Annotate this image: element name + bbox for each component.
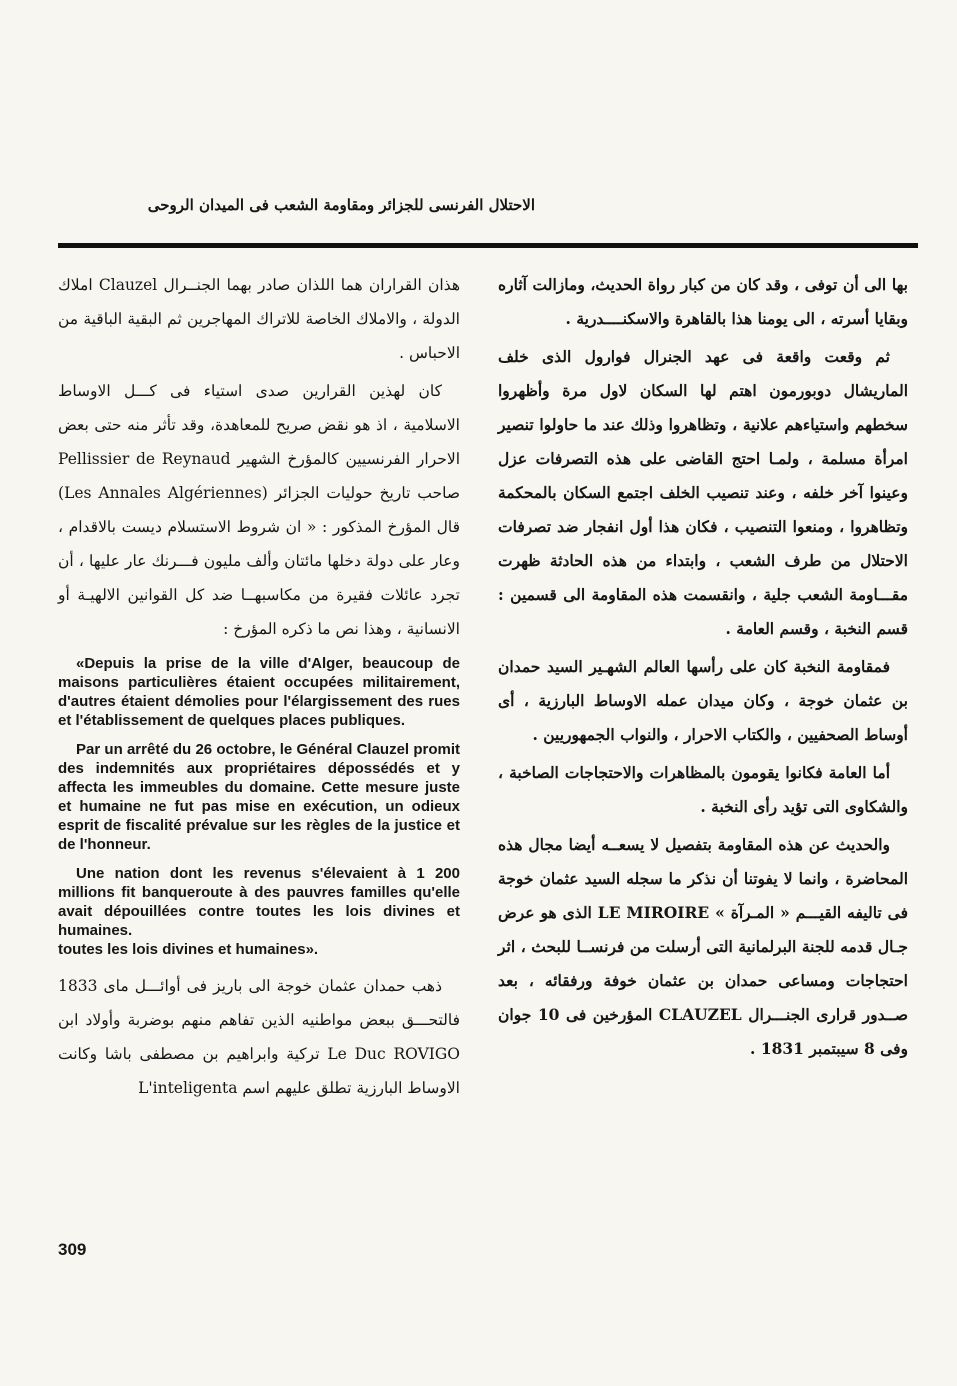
right-paragraph-5: والحديث عن هذه المقاومة بتفصيل لا يسعــه أيضا مجال هذه المحاضرة ، وانما لا يفوتنا أن نذكر ما سجله السيد عثمان خوجة فى تاليفه القيـــم « المـرآة » LE MIROIRE الذى هو عرض جـال قدمه للجنة البرلمانية التى أرسلت من فرنســا للبحث ، اثر احتجاجات ومساعى حمدان بن عثمان خوفة ورفقائه ، بعد صــدور قرارى الجنـــرال CLAUZEL المؤرخين فى 10 جوان وفى 8 سيبتمبر 1831 . [498, 835, 908, 1058]
french-quote-paragraph-3: Une nation dont les revenus s'élevaient à 1 200 millions fit banqueroute à des pauvres familles qu'elle avait dépouillées contre toutes les lois divines et humaines. [58, 865, 460, 939]
header-rule [58, 243, 918, 248]
running-header-title: الاحتلال الفرنسى للجزائر ومقاومة الشعب فى الميدان الروحى [147, 196, 535, 214]
left-closing-paragraph: ذهب حمدان عثمان خوجة الى باريز فى أوائـــل ماى 1833 فالتحـــق ببعض مواطنيه الذين تفاهم منهم بوضربة وأولاد ابن Le Duc ROVIGO تركية وابراهيم بن مصطفى باشا وكانت الاوساط البارزية تطلق عليهم اسم L'inteligenta [58, 977, 461, 1097]
french-quote-paragraph-2: Par un arrêté du 26 octobre, le Général Clauzel promit des indemnités aux propriétaires dépossédés et y affecta les immeubles du domaine. Cette mesure juste et humaine ne fut pas mise en exécution, un odieux esprit de fiscalité prévalue sur les règles de la justice et de l'honneur. [58, 741, 460, 853]
right-paragraph-1: بها الى أن توفى ، وقد كان من كبار رواة الحديث، ومازالت آثاره وبقايا أسرته ، الى يومنا هذا بالقاهرة والاسكنــــدرية . [498, 275, 908, 328]
right-paragraph-2: ثم وقعت واقعة فى عهد الجنرال فوارول الذى خلف الماريشال دوبورمون اهتم لها السكان لاول مرة وأظهروا سخطهم واستياءهم علانية ، وتظاهروا وذلك عند ما حاولوا تنصير امرأة مسلمة ، ولمـا احتج القاضى على هذه التصرفات عزل وعينوا آخر خلفه ، وعند تنصيب الخلف اجتمع السكان بالمحكمة وتظاهروا ، ومنعوا التنصيب ، فكان هذا أول انفجار ضد تصرفات الاحتلال من طرف الشعب ، وابتداء من هذه الحادثة ظهرت مقـــاومة الشعب جلية ، وانقسمت هذه المقاومة الى قسمين : قسم النخبة ، وقسم العامة . [498, 347, 908, 638]
left-paragraph-2: كان لهذين القرارين صدى استياء فى كـــل الاوساط الاسلامية ، اذ هو نقض صريح للمعاهدة، وقد تأثر منه حتى بعض الاحرار الفرنسيين كالمؤرخ الشهير Pellissier de Reynaud صاحب تاريخ حوليات الجزائر (Les Annales Algériennes) قال المؤرخ المذكور : « ان شروط الاستسلام ديست بالاقدام ، وعار على دولة دخلها مائتان وألف مليون فـــرنك عار عليها ، أن تجرد عائلات فقيرة من مكاسبهــا ضد كل القوانين الالهيـة أو الانسانية ، وهذا نص ما ذكره المؤرخ : [58, 382, 461, 638]
left-paragraph-1: هذان القراران هما اللذان صادر بهما الجنــرال Clauzel املاك الدولة ، والاملاك الخاصة للاتراك المهاجرين ثم البقية الباقية من الاحباس . [58, 276, 461, 362]
french-quote-paragraph-1: «Depuis la prise de la ville d'Alger, beaucoup de maisons particulières étaient occupées militairement, d'autres étaient démolies pour l'élargissement des rues et l'établissement de quelques places publiques. [58, 655, 460, 729]
right-paragraph-4: أما العامة فكانوا يقومون بالمظاهرات والاحتجاجات الصاخبة ، والشكاوى التى تؤيد رأى النخبة . [498, 763, 908, 816]
right-column [498, 268, 908, 1070]
french-quote [58, 654, 460, 959]
left-column [58, 268, 460, 1109]
right-paragraph-3: فمقاومة النخبة كان على رأسها العالم الشهـير السيد حمدان بن عثمان خوجة ، وكان ميدان عمله الاوساط البارزية ، أى أوساط الصحفيين ، والكتاب الاحرار ، والنواب الجمهوريين . [498, 657, 908, 744]
french-quote-paragraph-4: toutes les lois divines et humaines». [58, 941, 319, 958]
page-number: 309 [58, 1240, 87, 1259]
